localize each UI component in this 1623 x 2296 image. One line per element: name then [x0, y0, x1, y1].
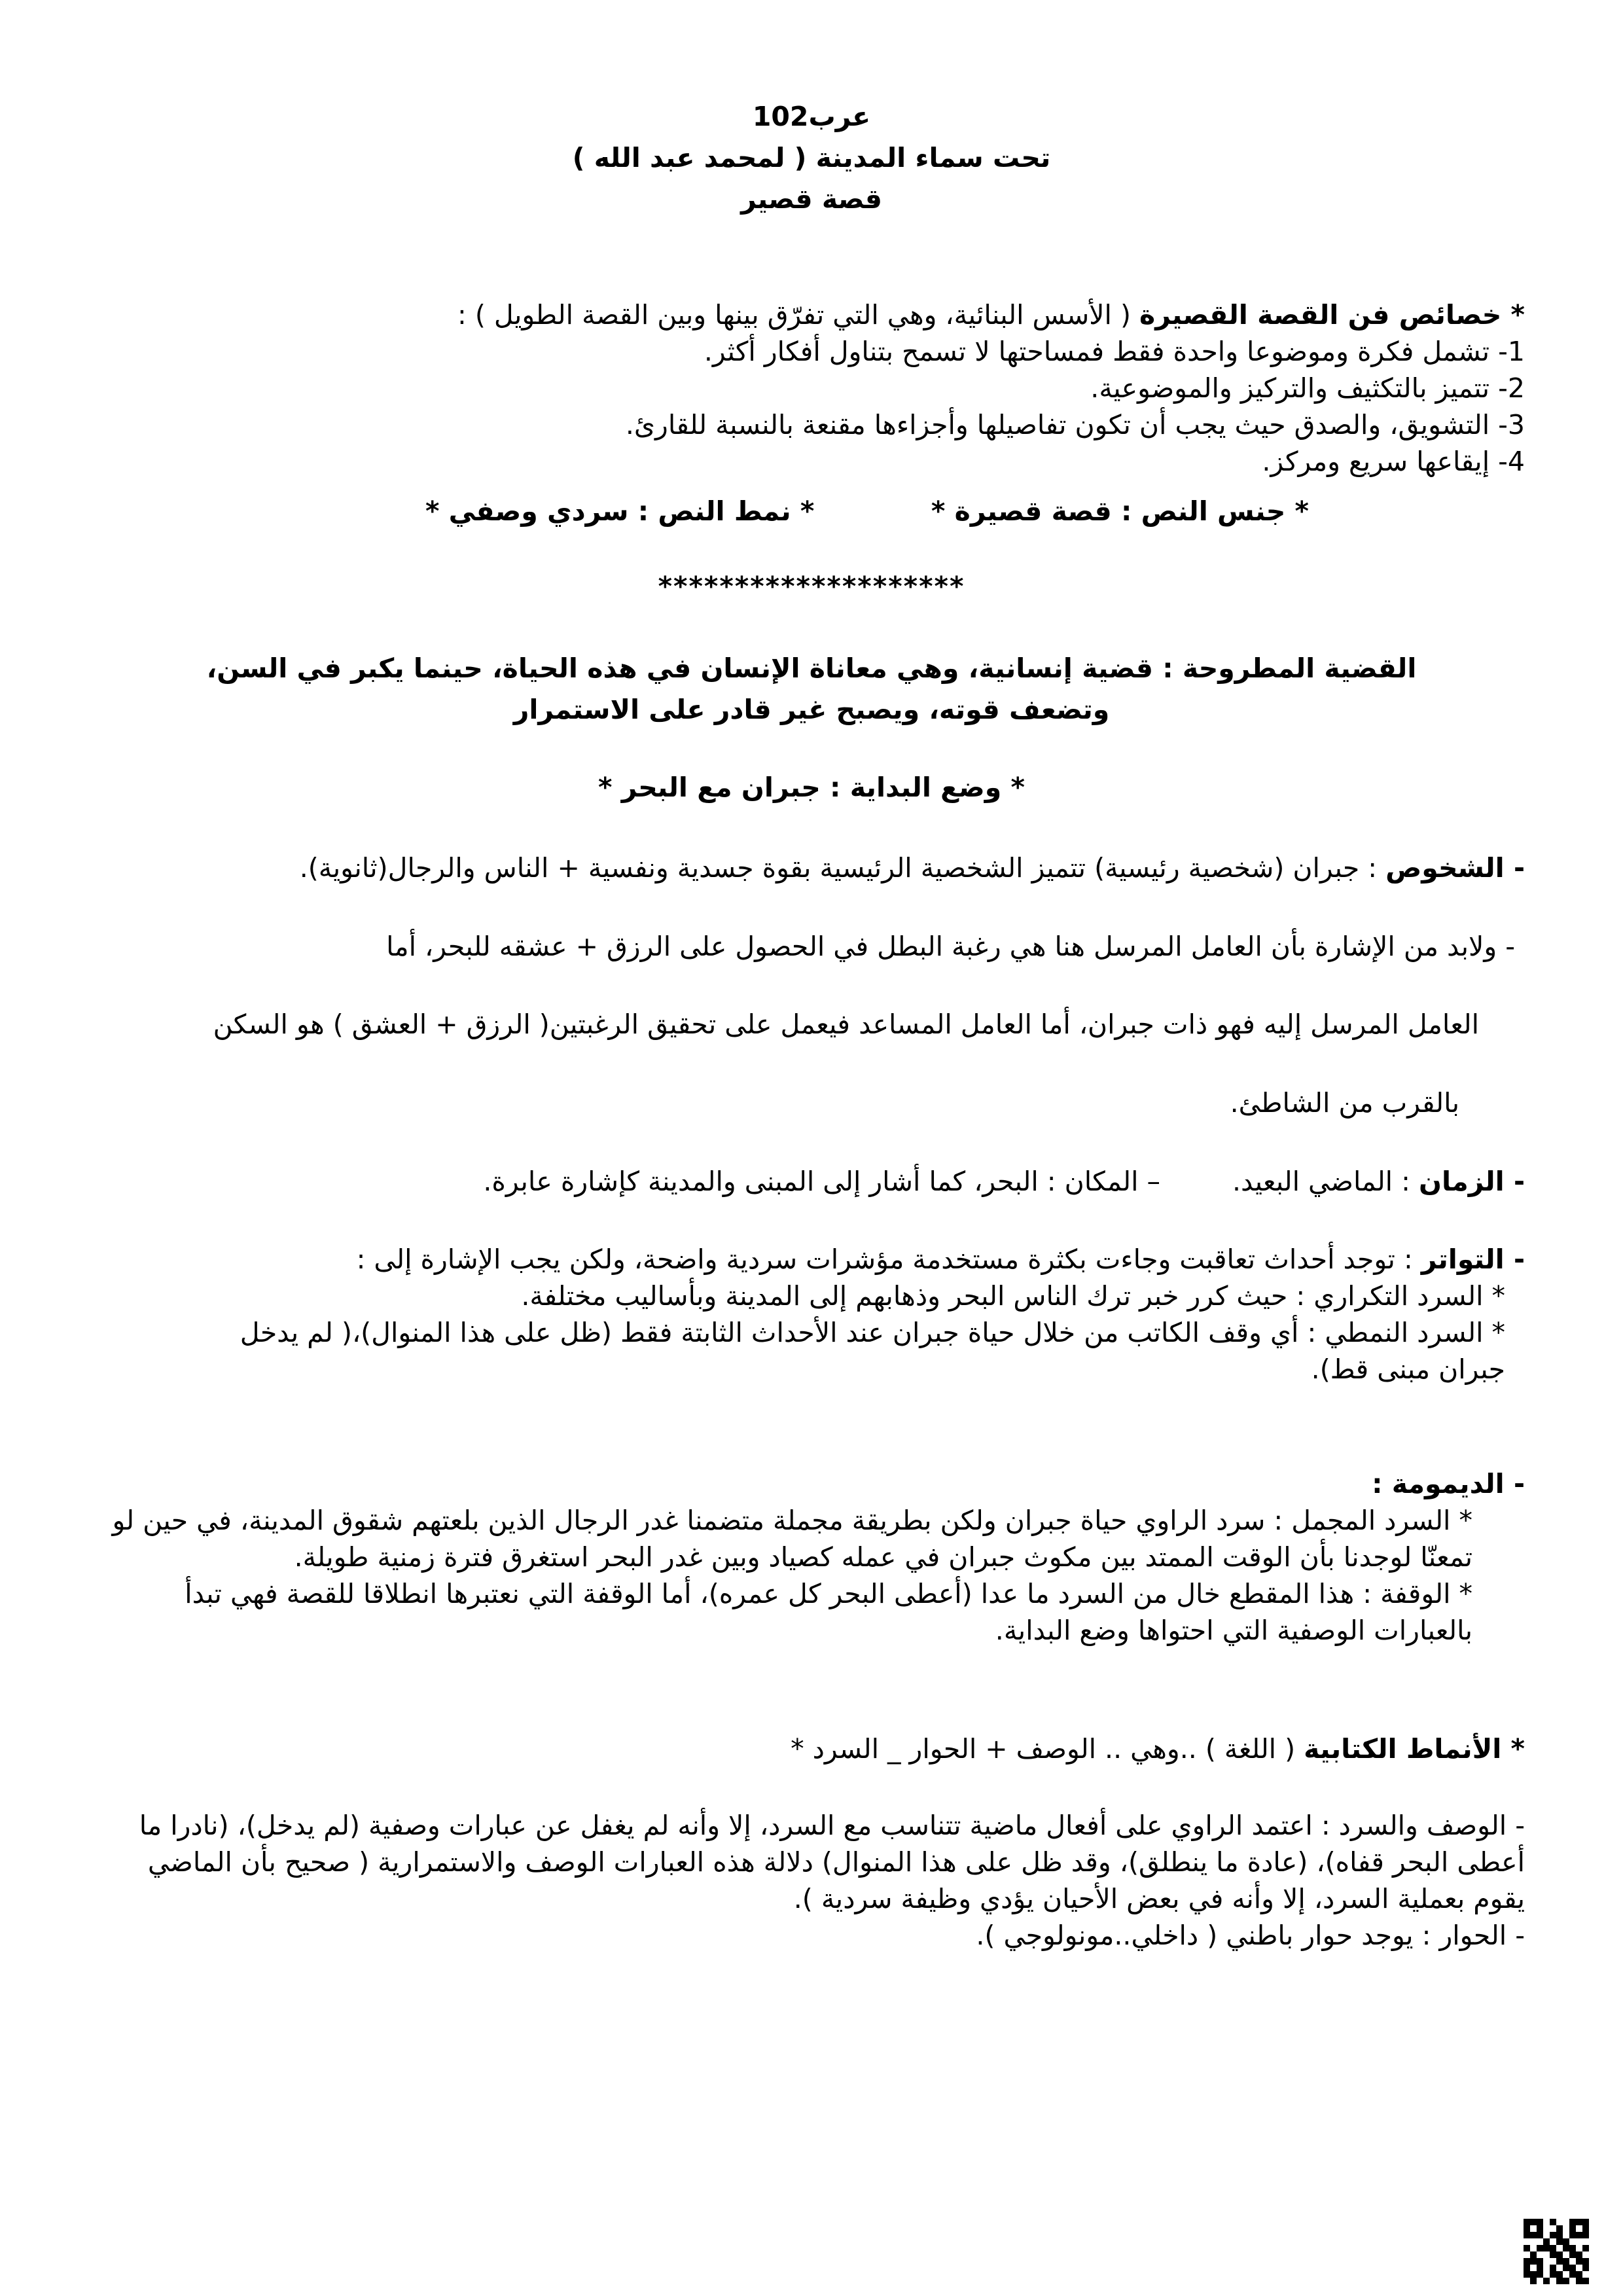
document-subtitle: قصة قصير	[741, 183, 882, 215]
feature-item: 4- إيقاعها سريع ومركز.	[1262, 446, 1525, 477]
qr-code-icon	[1524, 2219, 1589, 2284]
writing-modes-label: * الأنماط الكتابية	[1304, 1733, 1525, 1765]
duration-label: - الديمومة :	[1372, 1468, 1525, 1499]
duration-items	[98, 1502, 1472, 1649]
dialogue-item: - الحوار : يوجد حوار باطني ( داخلي..مونولوجي ).	[976, 1920, 1525, 1951]
writing-modes-text: ( اللغة ) ..وهي .. الوصف + الحوار _ السرد *	[791, 1733, 1304, 1765]
characters-paragraph	[223, 850, 1525, 886]
text-type: * نمط النص : سردي وصفي *	[425, 495, 815, 527]
characters-note-1: - ولابد من الإشارة بأن العامل المرسل هنا هي رغبة البطل في الحصول على الرزق + عشقه للبحر، أما	[386, 931, 1515, 962]
writing-modes	[589, 1731, 1525, 1767]
text-genre: * جنس النص : قصة قصيرة *	[931, 495, 1309, 527]
time-section	[196, 1163, 1525, 1200]
frequency-text: : توجد أحداث تعاقبت وجاءت بكثرة مستخدمة مؤشرات سردية واضحة، ولكن يجب الإشارة إلى :	[356, 1244, 1421, 1275]
time-label: - الزمان	[1418, 1166, 1525, 1197]
beginning-situation: * وضع البداية : جبران مع البحر *	[598, 772, 1025, 803]
characters-label: - الشخوص	[1385, 852, 1525, 884]
feature-item: 2- تتميز بالتكثيف والتركيز والموضوعية.	[1090, 372, 1525, 404]
features-heading	[131, 296, 1525, 333]
frequency-items	[216, 1278, 1505, 1388]
issue-line-1: القضية المطروحة : قضية إنسانية، وهي معاناة الإنسان في هذه الحياة، حينما يكبر في السن،	[206, 653, 1417, 684]
frequency-heading	[131, 1241, 1525, 1278]
characters-note-2: العامل المرسل إليه فهو ذات جبران، أما العامل المساعد فيعمل على تحقيق الرغبتين( الرزق + العشق ) هو السكن	[213, 1009, 1479, 1040]
time-line	[196, 1163, 1525, 1200]
course-code: عرب102	[752, 101, 871, 132]
separator-stars: ********************	[658, 571, 965, 602]
feature-item: 1- تشمل فكرة وموضوعا واحدة فقط فمساحتها لا تسمح بتناول أفكار أكثر.	[704, 336, 1525, 367]
place-text: – المكان : البحر، كما أشار إلى المبنى والمدينة كإشارة عابرة.	[483, 1166, 1161, 1197]
frequency-item: * السرد النمطي : أي وقف الكاتب من خلال حياة جبران عند الأحداث الثابتة فقط (ظل على هذا المنوال)،( لم يدخل جبران مبنى قط).	[240, 1317, 1505, 1385]
frequency-section	[131, 1241, 1525, 1278]
genre-line	[301, 493, 1309, 529]
duration-item: * السرد المجمل : سرد الراوي حياة جبران ولكن بطريقة مجملة متضمنا غدر الرجال الذين بلعتهم شقوق المدينة، في حين لو تمعنّا لوجدنا بأن الوقت الممتد بين مكوث جبران في عمله كصياد وبين غدر البحر استغرق فترة زمنية طويلة.	[112, 1505, 1472, 1573]
issue-line-2: وتضعف قوته، ويصبح غير قادر على الاستمرار	[513, 694, 1110, 725]
description-item: - الوصف والسرد : اعتمد الراوي على أفعال ماضية تتناسب مع السرد، إلا وأنه لم يغفل عن عبارات وصفية (لم يدخل)، (نادرا ما أعطى البحر قفاه)، (عادة ما ينطلق)، وقد ظل على هذا المنوال) دلالة هذه العبارات الوصف والاستمرارية ( صحيح بأن الماضي يقوم بعملية السرد، إلا وأنه في بعض الأحيان يؤدي وظيفة سردية ).	[139, 1810, 1525, 1914]
document-title: تحت سماء المدينة ( لمحمد عبد الله )	[572, 142, 1051, 173]
features-heading-bold: * خصائص فن القصة القصيرة	[1139, 299, 1525, 331]
features-section	[131, 296, 1525, 480]
time-text: : الماضي البعيد.	[1232, 1166, 1419, 1197]
frequency-label: - التواتر	[1421, 1244, 1525, 1275]
feature-item: 3- التشويق، والصدق حيث يجب أن تكون تفاصيلها وأجزاءها مقنعة بالنسبة للقارئ.	[625, 409, 1525, 440]
features-heading-rest: ( الأسس البنائية، وهي التي تفرّق بينها وبين القصة الطويل ) :	[457, 299, 1140, 331]
frequency-item: * السرد التكراري : حيث كرر خبر ترك الناس البحر وذهابهم إلى المدينة وبأساليب مختلفة.	[521, 1280, 1505, 1312]
description-section	[131, 1807, 1525, 1954]
writing-modes-line	[589, 1731, 1525, 1767]
characters-text: : جبران (شخصية رئيسية) تتميز الشخصية الرئيسية بقوة جسدية ونفسية + الناس والرجال(ثانوية).	[299, 852, 1386, 884]
characters-section	[223, 850, 1525, 886]
duration-item: * الوقفة : هذا المقطع خال من السرد ما عدا (أعطى البحر كل عمره)، أما الوقفة التي نعتبرها انطلاقا للقصة فهي تبدأ بالعبارات الوصفية التي احتواها وضع البداية.	[185, 1578, 1472, 1646]
characters-note-3: بالقرب من الشاطئ.	[1230, 1087, 1459, 1119]
